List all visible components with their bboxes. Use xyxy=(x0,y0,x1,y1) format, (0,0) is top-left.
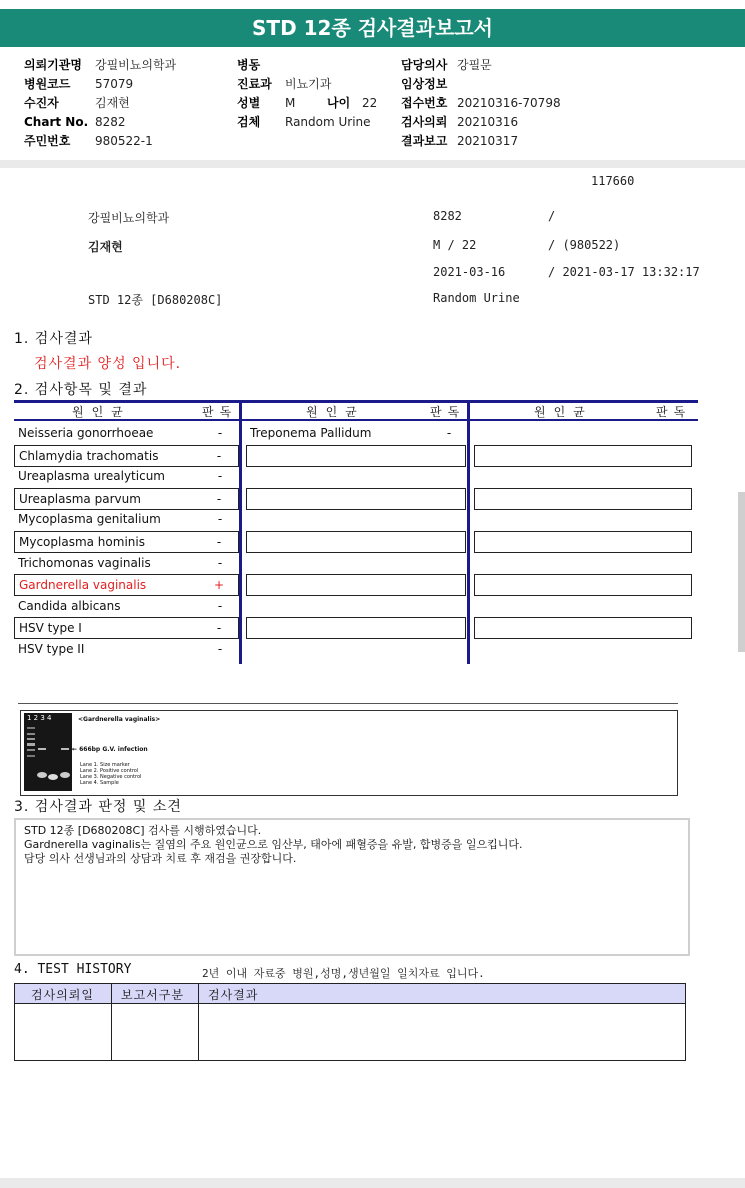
result-row xyxy=(14,445,239,467)
report-specimen: Random Urine xyxy=(433,291,520,305)
opinion-line: STD 12종 [D680208C] 검사를 시행하였습니다. xyxy=(24,824,262,837)
history-table-header xyxy=(15,984,685,1004)
history-table xyxy=(14,983,686,1061)
age-label: 나이 xyxy=(327,96,351,110)
organism-result: - xyxy=(216,448,222,463)
result-row xyxy=(14,574,239,596)
header-field-label: Chart No. xyxy=(24,115,89,129)
table-column-divider xyxy=(239,400,242,664)
organism-name: Chlamydia trachomatis xyxy=(19,448,159,463)
empty-result-box xyxy=(474,531,692,553)
result-row xyxy=(14,423,239,445)
header-field-label: 임상정보 xyxy=(401,77,448,91)
header-field-value: Random Urine xyxy=(285,115,371,129)
result-row xyxy=(14,488,239,510)
header-field-value: 20210316 xyxy=(457,115,519,129)
header-field-label: 검체 xyxy=(237,115,261,129)
organism-result: - xyxy=(217,598,223,613)
header-field-value: 비뇨기과 xyxy=(285,77,332,91)
empty-result-box xyxy=(246,531,466,553)
result-row xyxy=(14,466,239,488)
header-field-label: 진료과 xyxy=(237,77,272,91)
header-field-value: 김재현 xyxy=(95,96,130,110)
table-column-divider xyxy=(467,400,470,664)
history-header-result: 검사결과 xyxy=(208,988,259,1002)
report-number: 117660 xyxy=(591,174,635,188)
header-field xyxy=(24,94,130,112)
header-field-label: 결과보고 xyxy=(401,134,448,148)
scrollbar-thumb[interactable] xyxy=(738,492,745,652)
empty-result-box xyxy=(246,445,466,467)
bottom-strip xyxy=(0,1178,745,1188)
empty-result-box xyxy=(474,445,692,467)
opinion-line: Gardnerella vaginalis는 질염의 주요 원인균으로 임산부, 태아에 패혈증을 유발, 합병증을 일으킵니다. xyxy=(24,838,523,851)
opinion-line: 담당 의사 선생님과의 상담과 치료 후 재검을 권장합니다. xyxy=(24,852,297,865)
table-header-organism: 원인균 xyxy=(534,405,593,419)
header-field xyxy=(24,132,153,150)
organism-name: Mycoplasma hominis xyxy=(19,535,145,549)
header-field-label: 검사의뢰 xyxy=(401,115,448,129)
result-row xyxy=(246,423,466,445)
organism-result: - xyxy=(216,491,222,506)
report-chart: 8282 xyxy=(433,209,462,223)
organism-name: Ureaplasma urealyticum xyxy=(18,469,165,484)
report-birth: / (980522) xyxy=(548,238,621,252)
table-header-organism: 원인균 xyxy=(306,405,365,419)
gel-legend-item: Lane 2. Positive control xyxy=(80,768,139,774)
result-row xyxy=(14,553,239,575)
report-reported-date: / 2021-03-17 13:32:17 xyxy=(548,265,700,279)
organism-result: - xyxy=(216,621,222,636)
gel-electrophoresis-image xyxy=(24,713,72,791)
positive-result-message: 검사결과 양성 입니다. xyxy=(34,356,182,372)
result-row xyxy=(14,596,239,618)
header-field xyxy=(401,113,518,131)
header-field-label: 성별 xyxy=(237,96,261,110)
organism-result: - xyxy=(217,512,223,527)
header-field-label: 의뢰기관명 xyxy=(24,58,82,72)
organism-name: Ureaplasma parvum xyxy=(19,491,141,506)
result-row xyxy=(14,639,239,661)
report-received-date: 2021-03-16 xyxy=(433,265,506,279)
table-header-result: 판독 xyxy=(656,405,692,419)
history-column-divider xyxy=(198,984,199,1060)
header-field xyxy=(401,132,518,150)
gel-top-rule xyxy=(18,703,678,704)
header-field-value: 강필문 xyxy=(457,58,492,72)
report-test-name: STD 12종 [D680208C] xyxy=(88,293,223,307)
gel-title: <Gardnerella vaginalis> xyxy=(78,716,161,723)
header-field xyxy=(237,94,295,112)
age-value: 22 xyxy=(362,96,378,110)
header-field xyxy=(237,75,331,93)
empty-result-box xyxy=(246,617,466,639)
header-field-label: 주민번호 xyxy=(24,134,71,148)
header-field-value: 20210317 xyxy=(457,134,519,148)
history-column-divider xyxy=(111,984,112,1060)
organism-result: - xyxy=(446,426,452,440)
section-4-title: 4. TEST HISTORY xyxy=(14,962,132,977)
empty-result-box xyxy=(474,574,692,596)
header-field-value: 강필비뇨의학과 xyxy=(95,58,177,72)
header-field-label: 담당의사 xyxy=(401,58,448,72)
header-field-value: 57079 xyxy=(95,77,134,91)
header-field-label: 병원코드 xyxy=(24,77,71,91)
organism-result: - xyxy=(217,469,223,484)
report-clinic: 강필비뇨의학과 xyxy=(88,211,170,225)
report-title: STD 12종 검사결과보고서 xyxy=(0,9,745,47)
header-field xyxy=(237,113,371,131)
header-field-value: 980522-1 xyxy=(95,134,153,148)
empty-result-box xyxy=(474,617,692,639)
header-field-label: 접수번호 xyxy=(401,96,448,110)
section-2-title: 2. 검사항목 및 결과 xyxy=(14,382,148,398)
organism-result: + xyxy=(214,578,225,593)
organism-name: HSV type II xyxy=(18,642,85,656)
opinion-text xyxy=(24,824,680,866)
header-field xyxy=(24,113,126,131)
age-field xyxy=(327,94,377,112)
organism-name: Neisseria gonorrhoeae xyxy=(18,426,154,440)
result-row xyxy=(14,509,239,531)
gel-legend-item: Lane 3. Negative control xyxy=(80,774,142,780)
organism-result: - xyxy=(217,426,223,440)
header-field xyxy=(24,75,133,93)
gel-legend-item: Lane 4. Sample xyxy=(80,780,119,786)
organism-result: - xyxy=(217,555,223,570)
gel-legend-item: Lane 1. Size marker xyxy=(80,762,130,768)
table-header-organism: 원인균 xyxy=(72,405,131,419)
history-note: 2년 이내 자료중 병원,성명,생년월일 일치자료 입니다. xyxy=(202,967,485,980)
organism-name: Trichomonas vaginalis xyxy=(18,555,151,570)
header-separator xyxy=(0,160,745,168)
table-header-result: 판독 xyxy=(202,405,238,419)
header-field-value: M xyxy=(285,96,296,110)
report-slash: / xyxy=(548,209,556,223)
gel-lane-numbers: 1 2 3 4 xyxy=(27,714,52,722)
header-field xyxy=(24,56,176,74)
header-field xyxy=(401,56,492,74)
result-row xyxy=(14,617,239,639)
section-1-title: 1. 검사결과 xyxy=(14,331,93,347)
header-field-value: 8282 xyxy=(95,115,126,129)
table-header-result: 판독 xyxy=(430,405,466,419)
header-field xyxy=(401,94,561,112)
header-field-value: 20210316-70798 xyxy=(457,96,561,110)
result-row xyxy=(14,531,239,553)
section-3-title: 3. 검사결과 판정 및 소견 xyxy=(14,799,182,815)
organism-name: Candida albicans xyxy=(18,598,121,613)
empty-result-box xyxy=(246,574,466,596)
opinion-box xyxy=(14,818,690,956)
history-header-report-type: 보고서구분 xyxy=(121,988,184,1002)
organism-name: Treponema Pallidum xyxy=(250,426,372,440)
empty-result-box xyxy=(246,488,466,510)
report-patient: 김재현 xyxy=(88,240,123,254)
report-sex-age: M / 22 xyxy=(433,238,477,252)
gel-band-label: ← 666bp G.V. infection xyxy=(72,746,148,753)
header-field xyxy=(401,75,457,93)
organism-result: - xyxy=(217,642,223,656)
header-field-label: 병동 xyxy=(237,58,261,72)
header-field-label: 수진자 xyxy=(24,96,59,110)
header-field xyxy=(237,56,285,74)
organism-name: HSV type I xyxy=(19,621,82,636)
organism-name: Gardnerella vaginalis xyxy=(19,578,147,593)
organism-result: - xyxy=(216,535,222,549)
history-header-request-date: 검사의뢰일 xyxy=(31,988,94,1002)
organism-name: Mycoplasma genitalium xyxy=(18,512,161,527)
empty-result-box xyxy=(474,488,692,510)
